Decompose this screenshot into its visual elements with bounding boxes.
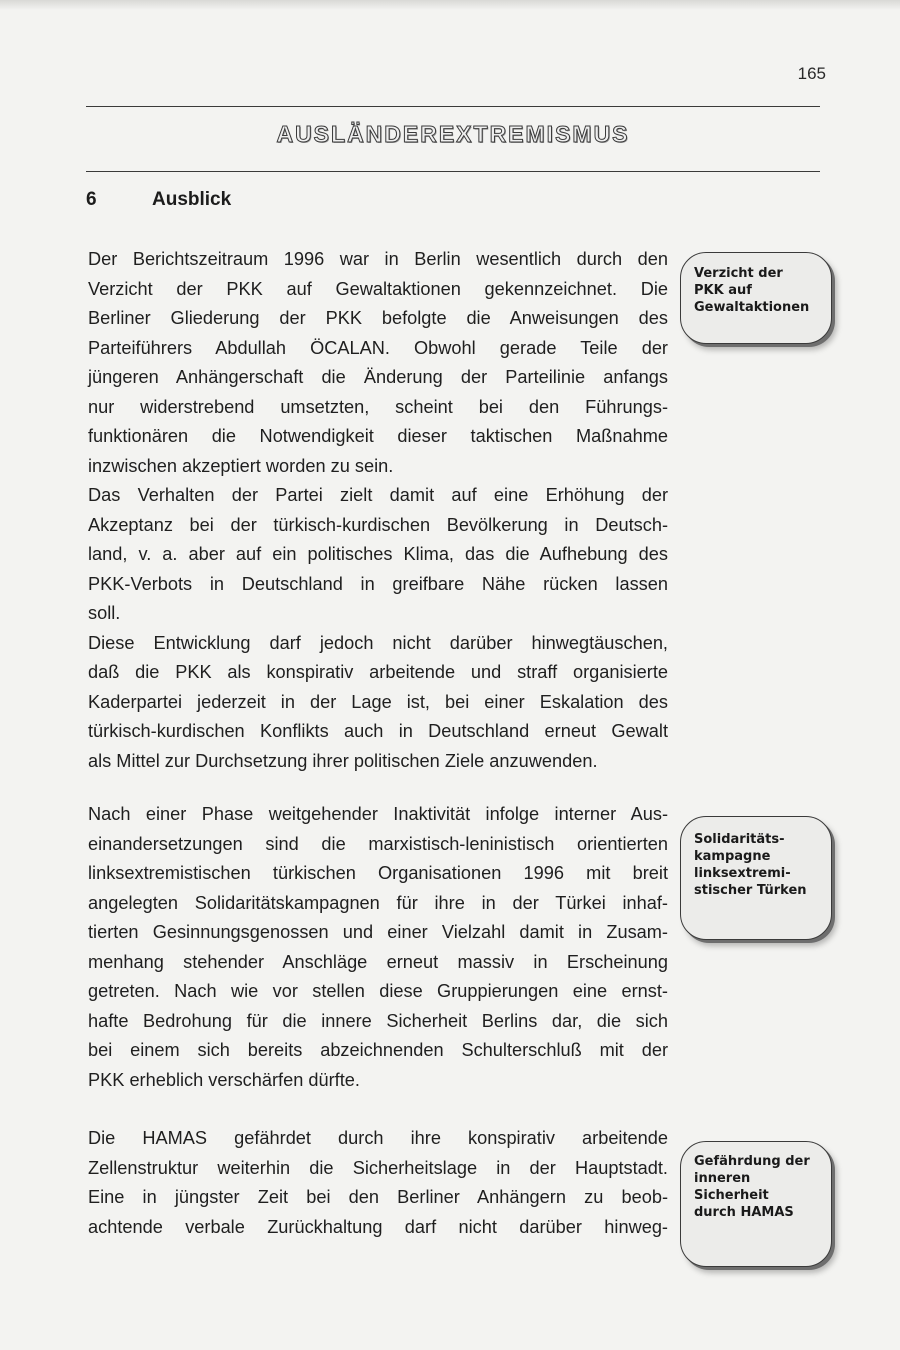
text-line: Zellenstruktur weiterhin die Sicherheitslage in der Hauptstadt. [88, 1157, 668, 1178]
text-line: Parteiführers Abdullah ÖCALAN. Obwohl gerade Teile der [88, 337, 668, 358]
running-header: AUSLÄNDEREXTREMISMUS [276, 121, 630, 147]
body-block-pkk [88, 245, 668, 776]
text-line: nur widerstrebend umsetzten, scheint bei den Führungs- [88, 396, 668, 417]
text-line: jüngeren Anhängerschaft die Änderung der Parteilinie anfangs [88, 367, 668, 387]
text-line: als Mittel zur Durchsetzung ihrer politischen Ziele anzuwenden. [88, 750, 598, 771]
text-line: Kaderpartei jederzeit in der Lage ist, bei einer Eskalation des [88, 691, 668, 712]
margin-note-line: stischer Türken [694, 883, 807, 898]
margin-note-line: Sicherheit [694, 1188, 769, 1203]
text-line: inzwischen akzeptiert worden zu sein. [88, 455, 394, 476]
page-number: 165 [797, 64, 826, 83]
margin-note-solidarity [680, 816, 832, 940]
section-heading [86, 189, 231, 211]
margin-note-line: kampagne [694, 849, 771, 864]
margin-note-line: Gefährdung der [694, 1154, 810, 1169]
margin-note-line: inneren [694, 1171, 751, 1186]
text-line: linksextremistischen türkischen Organisationen 1996 mit breit [88, 863, 668, 883]
body-block-turkish-left [88, 800, 668, 1095]
margin-note-line: Gewaltaktionen [694, 300, 810, 315]
text-line: land, v. a. aber auf ein politisches Klima, das die Aufhebung des [88, 544, 668, 564]
text-line: PKK-Verbots in Deutschland in greifbare Nähe rücken lassen [88, 573, 668, 594]
text-line: Das Verhalten der Partei zielt damit auf eine Erhöhung der [88, 485, 668, 505]
margin-note-line: Verzicht der [694, 266, 783, 281]
text-line: Nach einer Phase weitgehender Inaktivität infolge interner Aus- [88, 804, 668, 824]
margin-note-line: linksextremi- [694, 866, 791, 881]
text-line: daß die PKK als konspirativ arbeitende und straff organisierte [88, 662, 668, 682]
text-line: Der Berichtszeitraum 1996 war in Berlin wesentlich durch den [88, 249, 668, 269]
text-line: türkisch-kurdischen Konflikts auch in Deutschland erneut Gewalt [88, 721, 668, 741]
text-line: angelegten Solidaritätskampagnen für ihre in der Türkei inhaf- [88, 892, 668, 913]
text-line: Die HAMAS gefährdet durch ihre konspirativ arbeitende [88, 1128, 668, 1148]
text-line: achtende verbale Zurückhaltung darf nicht darüber hinweg- [88, 1216, 668, 1237]
scan-top-edge [0, 0, 900, 10]
margin-note-pkk [680, 252, 832, 344]
text-line: Berliner Gliederung der PKK befolgte die Anweisungen des [88, 308, 668, 328]
text-line: menhang stehender Anschläge erneut massiv in Erscheinung [88, 951, 668, 972]
text-line: hafte Bedrohung für die innere Sicherheit Berlins dar, die sich [88, 1010, 668, 1031]
text-line: Verzicht der PKK auf Gewaltaktionen gekennzeichnet. Die [88, 278, 668, 299]
text-line: Akzeptanz bei der türkisch-kurdischen Bevölkerung in Deutsch- [88, 514, 668, 535]
margin-note-line: Solidaritäts- [694, 832, 785, 847]
margin-note-line: PKK auf [694, 283, 752, 298]
text-line: PKK erheblich verschärfen dürfte. [88, 1069, 360, 1090]
text-line: bei einem sich bereits abzeichnenden Schulterschluß mit der [88, 1040, 668, 1060]
text-line: Eine in jüngster Zeit bei den Berliner Anhängern zu beob- [88, 1187, 668, 1207]
text-line: tierten Gesinnungsgenossen und einer Vielzahl damit in Zusam- [88, 922, 668, 942]
text-line: getreten. Nach wie vor stellen diese Gruppierungen eine ernst- [88, 981, 668, 1001]
text-line: funktionären die Notwendigkeit dieser taktischen Maßnahme [88, 426, 668, 446]
body-block-hamas [88, 1124, 668, 1242]
section-number: 6 [86, 189, 97, 210]
margin-note-line: durch HAMAS [694, 1205, 794, 1220]
header-rule-top [86, 106, 820, 107]
section-title: Ausblick [152, 189, 232, 210]
text-line: einandersetzungen sind die marxistisch-leninistisch orientierten [88, 833, 668, 854]
margin-note-hamas [680, 1141, 832, 1267]
header-rule-bottom [86, 171, 820, 172]
text-line: soll. [88, 603, 121, 623]
text-line: Diese Entwicklung darf jedoch nicht darüber hinwegtäuschen, [88, 632, 668, 653]
